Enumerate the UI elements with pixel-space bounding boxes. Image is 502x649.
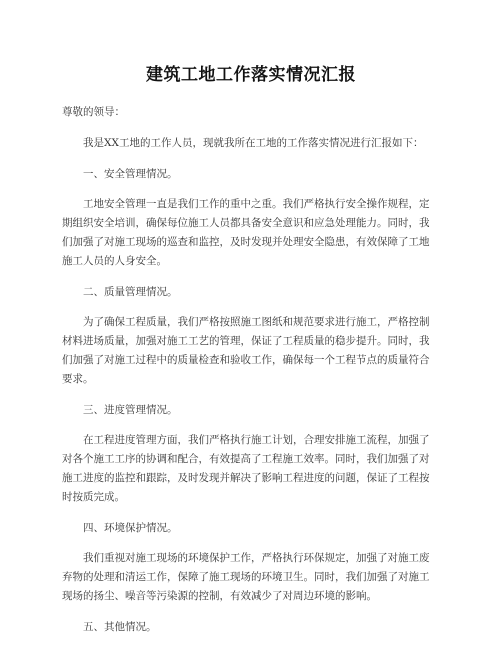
section-text-quality: 为了确保工程质量，我们严格按照施工图纸和规范要求进行施工，严格控制材料进场质量，加强对施工工艺的管理，保证了工程质量的稳步提升。同时，我们加强了对施工过程中的质量检查和验收工作，确保每一个工程节点的质量符合要求。 [62,316,430,385]
section-heading-quality: 二、质量管理情况。 [83,285,178,298]
document-body [62,103,438,649]
greeting: 尊敬的领导： [62,106,125,118]
section-text-progress: 在工程进度管理方面，我们严格执行施工计划，合理安排施工流程，加强了对各个施工工序的协调和配合，有效提高了工程施工效率。同时，我们加强了对施工进度的监控和跟踪，及时发现并解决了影响工程进度的问题，保证了工程按时按质完成。 [62,434,430,503]
section-heading-progress: 三、进度管理情况。 [83,403,178,416]
section-text-environment: 我们重视对施工现场的环境保护工作，严格执行环保规定，加强了对施工废弃物的处理和清运工作，保障了施工现场的环境卫生。同时，我们加强了对施工现场的扬尘、噪音等污染源的控制，有效减少了对周边环境的影响。 [62,552,430,602]
section-heading-safety: 一、安全管理情况。 [83,167,178,180]
section-heading-environment: 四、环境保护情况。 [83,521,178,534]
section-heading-other: 五、其他情况。 [83,620,157,633]
section-text-safety: 工地安全管理一直是我们工作的重中之重。我们严格执行安全操作规程，定期组织安全培训，确保每位施工人员都具备安全意识和应急处理能力。同时，我们加强了对施工现场的巡查和监控，及时发现并处理安全隐患，有效保障了工地施工人员的人身安全。 [62,198,430,267]
document-title: 建筑工地工作落实情况汇报 [146,65,356,85]
intro-paragraph: 我是XX工地的工作人员，现就我所在工地的工作落实情况进行汇报如下： [83,136,424,149]
